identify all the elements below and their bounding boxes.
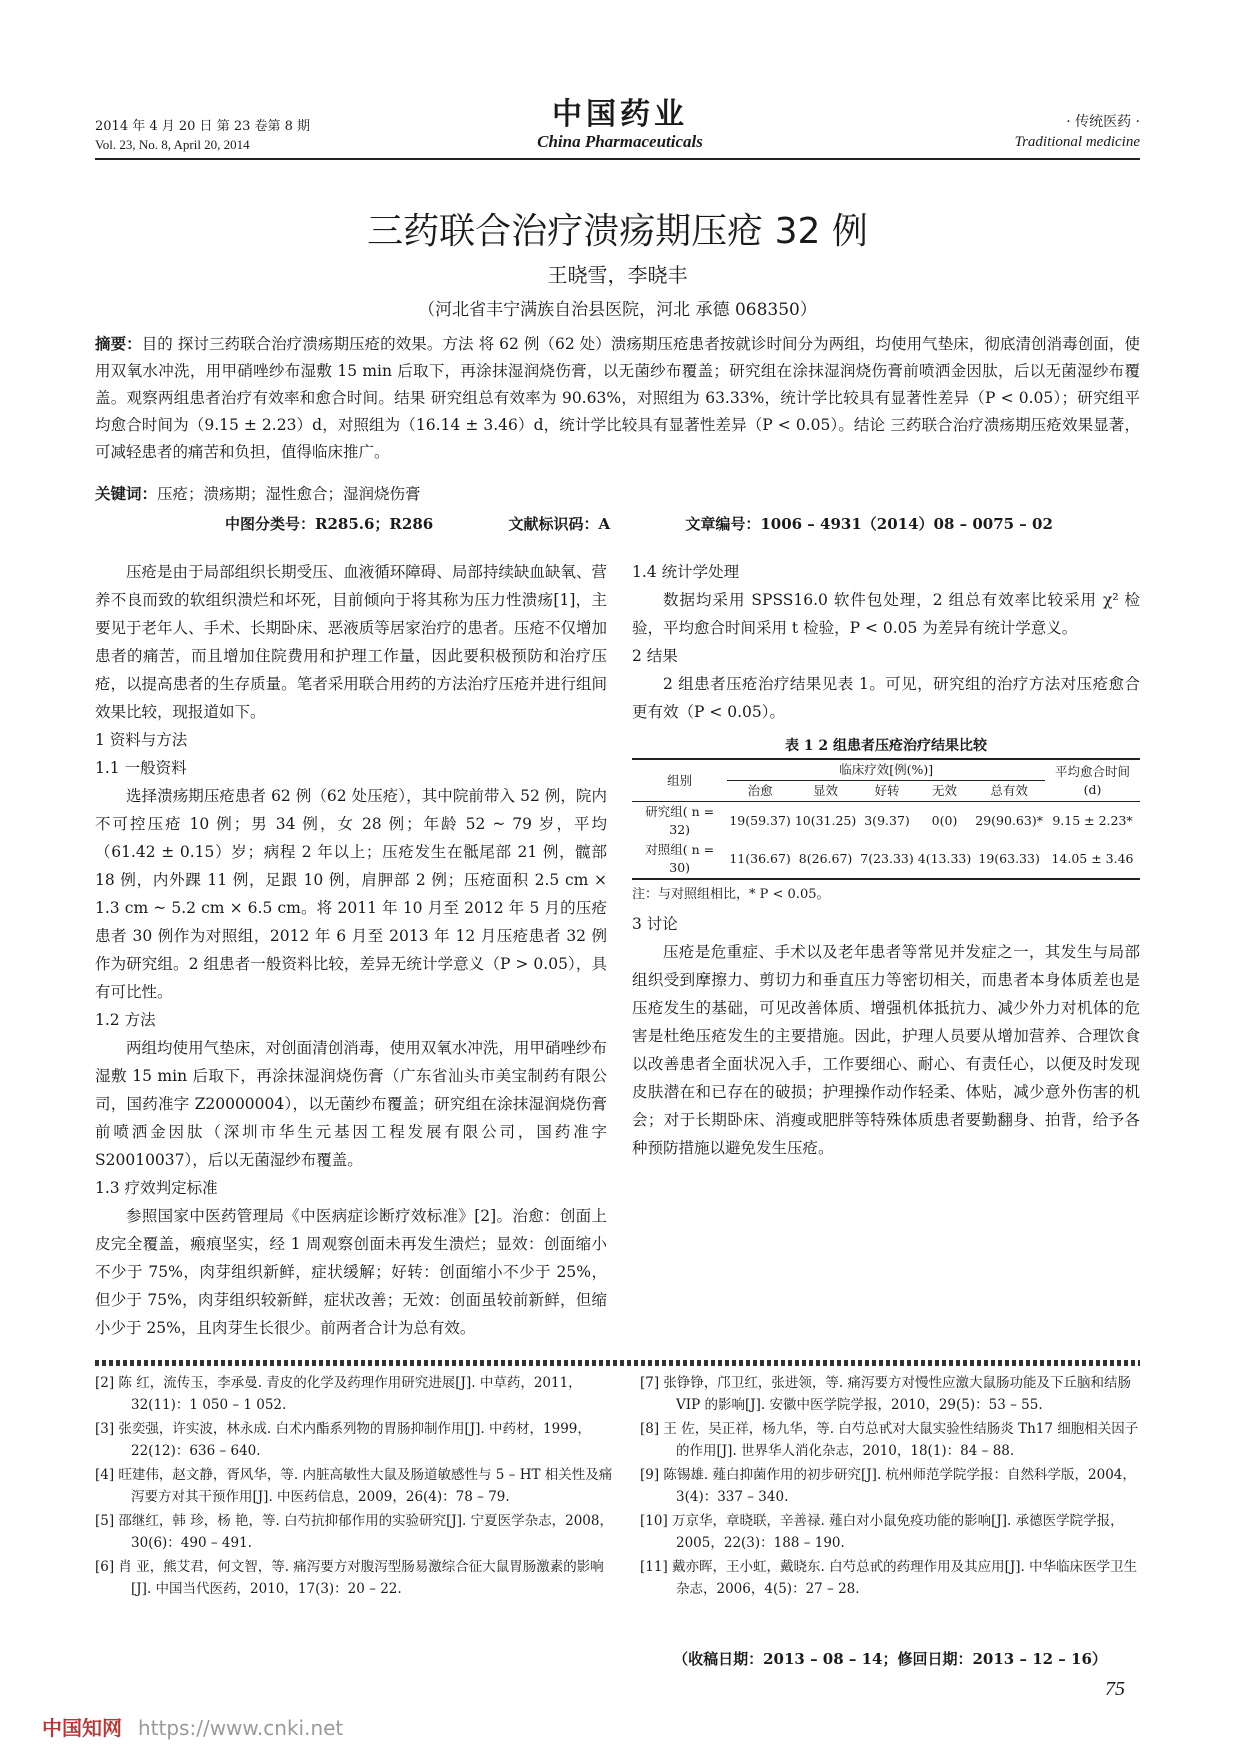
subsection-heading: 1.3 疗效判定标准 [95, 1179, 218, 1197]
journal-logo-en: China Pharmaceuticals [537, 132, 703, 151]
issue-vol-en: Vol. 23, No. 8, April 20, 2014 [95, 137, 250, 152]
issue-info [95, 118, 415, 154]
reference-item: [2] 陈 红，流传玉，李承曼. 青皮的化学及药理作用研究进展[J]. 中草药，2011，32(11)：1 050 – 1 052. [95, 1375, 582, 1413]
table-subheader: 治愈 [747, 783, 773, 798]
body-column-left [95, 558, 607, 1337]
table-subheader: 无效 [932, 783, 958, 798]
section-heading: 3 讨论 [632, 915, 678, 933]
paragraph: 数据均采用 SPSS16.0 软件包处理，2 组总有效率比较采用 χ² 检验，平均愈合时间采用 t 检验，P < 0.05 为差异有统计学意义。 [632, 591, 1140, 637]
table-cell: 7(23.33) [860, 851, 914, 866]
header-rule [95, 158, 1140, 160]
table-cell: 4(13.33) [917, 851, 972, 866]
table-row [632, 802, 1140, 841]
reference-item: [5] 邵继红，韩 珍，杨 艳，等. 白芍抗抑郁作用的实验研究[J]. 宁夏医学杂志，2008，30(6)：490 – 491. [95, 1513, 613, 1551]
section-heading: 1 资料与方法 [95, 731, 188, 749]
reference-item: [7] 张铮铮，邝卫红，张进领，等. 痛泻要方对慢性应激大鼠肠功能及下丘脑和结肠 VIP 的影响[J]. 安徽中医学院学报，2010，29(5)：53 – 55. [640, 1375, 1131, 1413]
section-heading: 2 结果 [632, 647, 678, 665]
document-code: 文献标识码：A [508, 515, 611, 533]
reference-item: [11] 戴亦晖，王小虹，戴晓东. 白芍总甙的药理作用及其应用[J]. 中华临床医学卫生杂志，2006，4(5)：27 – 28. [640, 1559, 1138, 1597]
reference-item: [9] 陈锡雄. 薤白抑菌作用的初步研究[J]. 杭州师范学院学报：自然科学版，2004，3(4)：337 – 340. [640, 1467, 1136, 1505]
results-table [632, 758, 1140, 880]
table-header-time: 平均愈合时间(d) [1045, 759, 1140, 802]
article-number: 文章编号：1006 – 4931（2014）08 – 0075 – 02 [685, 515, 1053, 533]
table-cell: 14.05 ± 3.46 [1051, 851, 1134, 866]
table-header-group: 组别 [632, 759, 727, 802]
subsection-heading: 1.2 方法 [95, 1011, 156, 1029]
journal-logo-cn: 中国药业 [552, 97, 688, 132]
reference-item: [8] 王 佐，吴正祥，杨九华，等. 白芍总甙对大鼠实验性结肠炎 Th17 细胞相关因子的作用[J]. 世界华人消化杂志，2010，18(1)：84 – 88. [640, 1421, 1139, 1459]
page-number: 75 [1105, 1678, 1125, 1700]
references-right [640, 1372, 1140, 1602]
table-subheader: 显效 [813, 783, 839, 798]
reference-item: [3] 张奕强，许实波，林永成. 白术内酯系列物的胃肠抑制作用[J]. 中药材，1999，22(12)：636 – 640. [95, 1421, 591, 1459]
section-label [880, 112, 1140, 152]
table-note: 注：与对照组相比，* P < 0.05。 [632, 887, 830, 902]
cnki-url: https://www.cnki.net [138, 1716, 344, 1740]
table-caption: 表 1 2 组患者压疮治疗结果比较 [784, 738, 988, 754]
table-cell: 9.15 ± 2.23* [1052, 813, 1133, 828]
article-authors: 王晓雪，李晓丰 [547, 263, 688, 287]
article-title: 三药联合治疗溃疡期压疮 32 例 [367, 211, 868, 252]
reference-item: [10] 万京华，章晓联，辛善禄. 薤白对小鼠免疫功能的影响[J]. 承德医学院学报，2005，22(3)：188 – 190. [640, 1513, 1124, 1551]
keywords [95, 482, 1140, 506]
classification-line [225, 512, 1125, 536]
paragraph: 压疮是危重症、手术以及老年患者等常见并发症之一，其发生与局部组织受到摩擦力、剪切力和垂直压力等密切相关，而患者本身体质差也是压疮发生的基础，可见改善体质、增强机体抵抗力、减少外力对机体的危害是杜绝压疮发生的主要措施。因此，护理人员要从增加营养、合理饮食以改善患者全面状况入手，工作要细心、耐心、有责任心，以便及时发现皮肤潜在和已存在的破损；护理操作动作轻柔、体贴，减少意外伤害的机会；对于长期卧床、消瘦或肥胖等特殊体质患者要勤翻身、拍背，给予各种预防措施以避免发生压疮。 [632, 943, 1140, 1157]
table-cell: 研究组( n = 32) [645, 804, 715, 837]
section-cn: · 传统医药 · [1066, 114, 1140, 130]
table-cell: 3(9.37) [864, 813, 910, 828]
table-cell: 10(31.25) [794, 813, 857, 828]
abstract [95, 330, 1140, 466]
table-cell: 19(59.37) [729, 813, 791, 828]
table-header-efficacy: 临床疗效[例(%)] [727, 759, 1045, 781]
reference-item: [6] 肖 亚，熊艾君，何文智，等. 痛泻要方对腹泻型肠易激综合征大鼠胃肠激素的影响[J]. 中国当代医药，2010，17(3)：20 – 22. [95, 1559, 604, 1597]
paragraph: 参照国家中医药管理局《中医病症诊断疗效标准》[2]。治愈：创面上皮完全覆盖，瘢痕坚实，经 1 周观察创面未再发生溃烂；显效：创面缩小不少于 75%，肉芽组织新鲜，症状缓解；好转：创面缩小不少于 25%，但少于 75%，肉芽组织较新鲜，症状改善；无效：创面虽较前新鲜，但缩小少于 25%，且肉芽生长很少。前两者合计为总有效。 [95, 1207, 607, 1337]
subsection-heading: 1.4 统计学处理 [632, 563, 740, 581]
references-divider [95, 1360, 1140, 1366]
subsection-heading: 1.1 一般资料 [95, 759, 187, 777]
cnki-watermark [42, 1712, 343, 1741]
reference-item: [4] 旺建伟，赵文静，胥风华，等. 内脏高敏性大鼠及肠道敏感性与 5 – HT 相关性及痛泻要方对其干预作用[J]. 中医药信息，2009，26(4)：78 – 79. [95, 1467, 613, 1505]
received-dates: （收稿日期：2013 – 08 – 14；修回日期：2013 – 12 – 16） [673, 1650, 1107, 1668]
table-cell: 0(0) [931, 813, 958, 828]
table-subheader: 好转 [874, 783, 900, 798]
table-row [632, 840, 1140, 879]
body-column-right [632, 558, 1140, 1162]
paragraph: 两组均使用气垫床，对创面清创消毒，使用双氧水冲洗，用甲硝唑纱布湿敷 15 min 后取下，再涂抹湿润烧伤膏（广东省汕头市美宝制药有限公司，国药准字 Z20000004），以无菌纱布覆盖；研究组在涂抹湿润烧伤膏前喷洒金因肽（深圳市华生元基因工程发展有限公司，国药准字 S20010037），后以无菌湿纱布覆盖。 [95, 1039, 607, 1169]
article-affiliation: （河北省丰宁满族自治县医院，河北 承德 068350） [418, 300, 817, 320]
table-cell: 对照组( n = 30) [645, 842, 715, 875]
paragraph: 选择溃疡期压疮患者 62 例（62 处压疮），其中院前带入 52 例，院内不可控压疮 10 例；男 34 例，女 28 例；年龄 52 ~ 79 岁，平均（61.42 ± 0.15）岁；病程 2 年以上；压疮发生在骶尾部 21 例，髋部 18 例，内外踝 11 例，足跟 10 例，肩胛部 2 例；压疮面积 2.5 cm × 1.3 cm ~ 5.2 cm × 6.5 cm。将 2011 年 10 月至 2012 年 5 月的压疮患者 30 例作为对照组，2012 年 6 月至 2013 年 12 月压疮患者 32 例作为研究组。2 组患者一般资料比较，差异无统计学意义（P > 0.05），具有可比性。 [95, 787, 607, 1001]
cnki-logo: 中国知网 [42, 1716, 122, 1740]
section-en: Traditional medicine [1014, 134, 1140, 150]
references-left [95, 1372, 615, 1602]
clc-number: 中图分类号：R285.6；R286 [225, 515, 434, 533]
results-table-block [632, 734, 1140, 906]
keywords-label: 关键词： [95, 484, 158, 503]
table-cell: 8(26.67) [798, 851, 853, 866]
abstract-label: 摘要： [95, 334, 142, 353]
journal-masthead [470, 98, 770, 152]
table-subheader: 总有效 [990, 783, 1028, 798]
table-cell: 11(36.67) [729, 851, 791, 866]
abstract-text: 目的 探讨三药联合治疗溃疡期压疮的效果。方法 将 62 例（62 处）溃疡期压疮患者按就诊时间分为两组，均使用气垫床，彻底清创消毒创面，使用双氧水冲洗，用甲硝唑纱布湿敷 15 min 后取下，再涂抹湿润烧伤膏，以无菌纱布覆盖；研究组在涂抹湿润烧伤膏前喷洒金因肽，后以无菌湿纱布覆盖。观察两组患者治疗有效率和愈合时间。结果 研究组总有效率为 90.63%，对照组为 63.33%，统计学比较具有显著性差异（P < 0.05）；研究组平均愈合时间为（9.15 ± 2.23）d，对照组为（16.14 ± 3.46）d，统计学比较具有显著性差异（P < 0.05）。结论 三药联合治疗溃疡期压疮效果显著，可减轻患者的痛苦和负担，值得临床推广。 [95, 335, 1140, 461]
intro-paragraph: 压疮是由于局部组织长期受压、血液循环障碍、局部持续缺血缺氧、营养不良而致的软组织溃烂和坏死，目前倾向于将其称为压力性溃疡[1]，主要见于老年人、手术、长期卧床、恶液质等居家治疗的患者。压疮不仅增加患者的痛苦，而且增加住院费用和护理工作量，因此要积极预防和治疗压疮，以提高患者的生存质量。笔者采用联合用药的方法治疗压疮并进行组间效果比较，现报道如下。 [95, 563, 607, 721]
paragraph: 2 组患者压疮治疗结果见表 1。可见，研究组的治疗方法对压疮愈合更有效（P < 0.05）。 [632, 675, 1140, 721]
table-cell: 19(63.33) [978, 851, 1040, 866]
table-cell: 29(90.63)* [975, 813, 1043, 828]
issue-date-cn: 2014 年 4 月 20 日 第 23 卷第 8 期 [95, 119, 311, 134]
keywords-text: 压疮；溃疡期；湿性愈合；湿润烧伤膏 [157, 485, 421, 503]
